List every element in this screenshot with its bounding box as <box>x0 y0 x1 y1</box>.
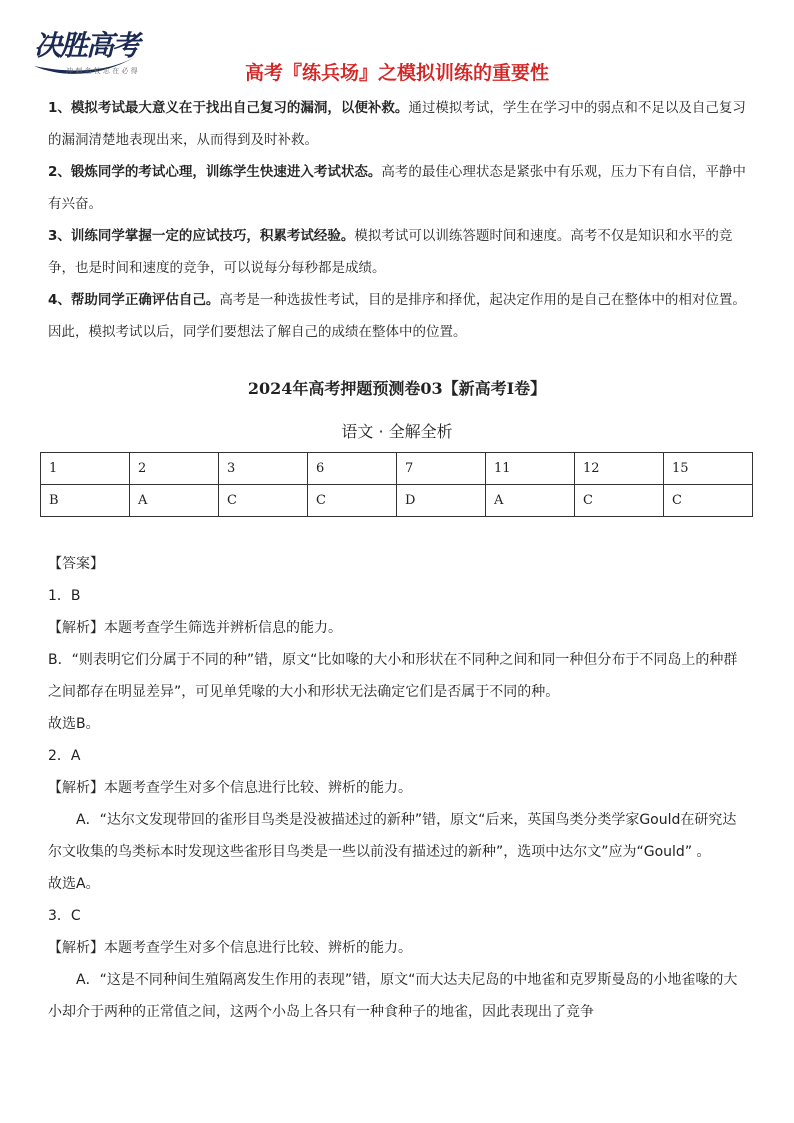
intro-item: 2、锻炼同学的考试心理，训练学生快速进入考试状态。高考的最佳心理状态是紧张中有乐观，压力下有自信，平静中有兴奋。 <box>48 164 746 212</box>
answer-cell: D <box>397 485 486 517</box>
q1-number: 1．B <box>48 588 81 604</box>
answer-cell: C <box>308 485 397 517</box>
table-row-numbers <box>41 453 753 485</box>
question-number: 1 <box>41 453 130 485</box>
intro-section <box>48 92 748 348</box>
question-number: 2 <box>130 453 219 485</box>
q2-analysis: 【解析】本题考查学生对多个信息进行比较、辨析的能力。 <box>48 780 412 796</box>
answer-cell: B <box>41 485 130 517</box>
answer-cell: C <box>575 485 664 517</box>
q3-analysis: 【解析】本题考查学生对多个信息进行比较、辨析的能力。 <box>48 940 412 956</box>
exam-subtitle: 语文 · 全解全析 <box>341 422 453 441</box>
table-row-answers <box>41 485 753 517</box>
q1-analysis: 【解析】本题考查学生筛选并辨析信息的能力。 <box>48 620 342 636</box>
q2-detail: A．“达尔文发现带回的雀形目鸟类是没被描述过的新种”错，原文“后来，英国鸟类分类学家Gould在研究达尔文收集的鸟类标本时发现这些雀形目鸟类是一些以前没有描述过的新种”，选项中达尔文”应为“Gould” 。 <box>48 812 737 860</box>
logo-subtitle: 冲 刺 名 校 志 在 必 得 <box>66 67 138 75</box>
answer-cell: A <box>486 485 575 517</box>
q1-choice: 故选B。 <box>48 716 100 732</box>
answer-cell: A <box>130 485 219 517</box>
answer-header: 【答案】 <box>48 556 104 572</box>
intro-item: 3、训练同学掌握一定的应试技巧，积累考试经验。模拟考试可以训练答题时间和速度。高考不仅是知识和水平的竞争，也是时间和速度的竞争，可以说每分每秒都是成绩。 <box>48 228 733 276</box>
question-number: 12 <box>575 453 664 485</box>
logo-text: 决胜高考 <box>34 29 139 62</box>
answer-table <box>40 452 753 517</box>
question-number: 6 <box>308 453 397 485</box>
q2-choice: 故选A。 <box>48 876 100 892</box>
banner-title: 高考『练兵场』之模拟训练的重要性 <box>244 62 549 84</box>
answer-cell: C <box>664 485 753 517</box>
q3-number: 3．C <box>48 908 81 924</box>
answer-cell: C <box>219 485 308 517</box>
exam-title: 2024年高考押题预测卷03【新高考I卷】 <box>247 379 547 398</box>
question-number: 7 <box>397 453 486 485</box>
q3-detail: A．“这是不同种间生殖隔离发生作用的表现”错，原文“而大达夫尼岛的中地雀和克罗斯曼岛的小地雀喙的大小却介于两种的正常值之间，这两个小岛上各只有一种食种子的地雀，因此表现出了竞争 <box>48 972 738 1020</box>
question-number: 15 <box>664 453 753 485</box>
question-number: 3 <box>219 453 308 485</box>
intro-item: 1、模拟考试最大意义在于找出自己复习的漏洞，以便补救。通过模拟考试，学生在学习中的弱点和不足以及自己复习的漏洞清楚地表现出来，从而得到及时补救。 <box>48 100 746 148</box>
answer-body <box>48 548 748 1028</box>
question-number: 11 <box>486 453 575 485</box>
q1-detail: B．“则表明它们分属于不同的种”错，原文“比如喙的大小和形状在不同种之间和同一种但分布于不同岛上的种群之间都存在明显差异”，可见单凭喙的大小和形状无法确定它们是否属于不同的种。 <box>48 652 738 700</box>
q2-number: 2．A <box>48 748 81 764</box>
intro-item: 4、帮助同学正确评估自己。高考是一种选拔性考试，目的是排序和择优，起决定作用的是自己在整体中的相对位置。因此，模拟考试以后，同学们要想法了解自己的成绩在整体中的位置。 <box>48 292 746 340</box>
